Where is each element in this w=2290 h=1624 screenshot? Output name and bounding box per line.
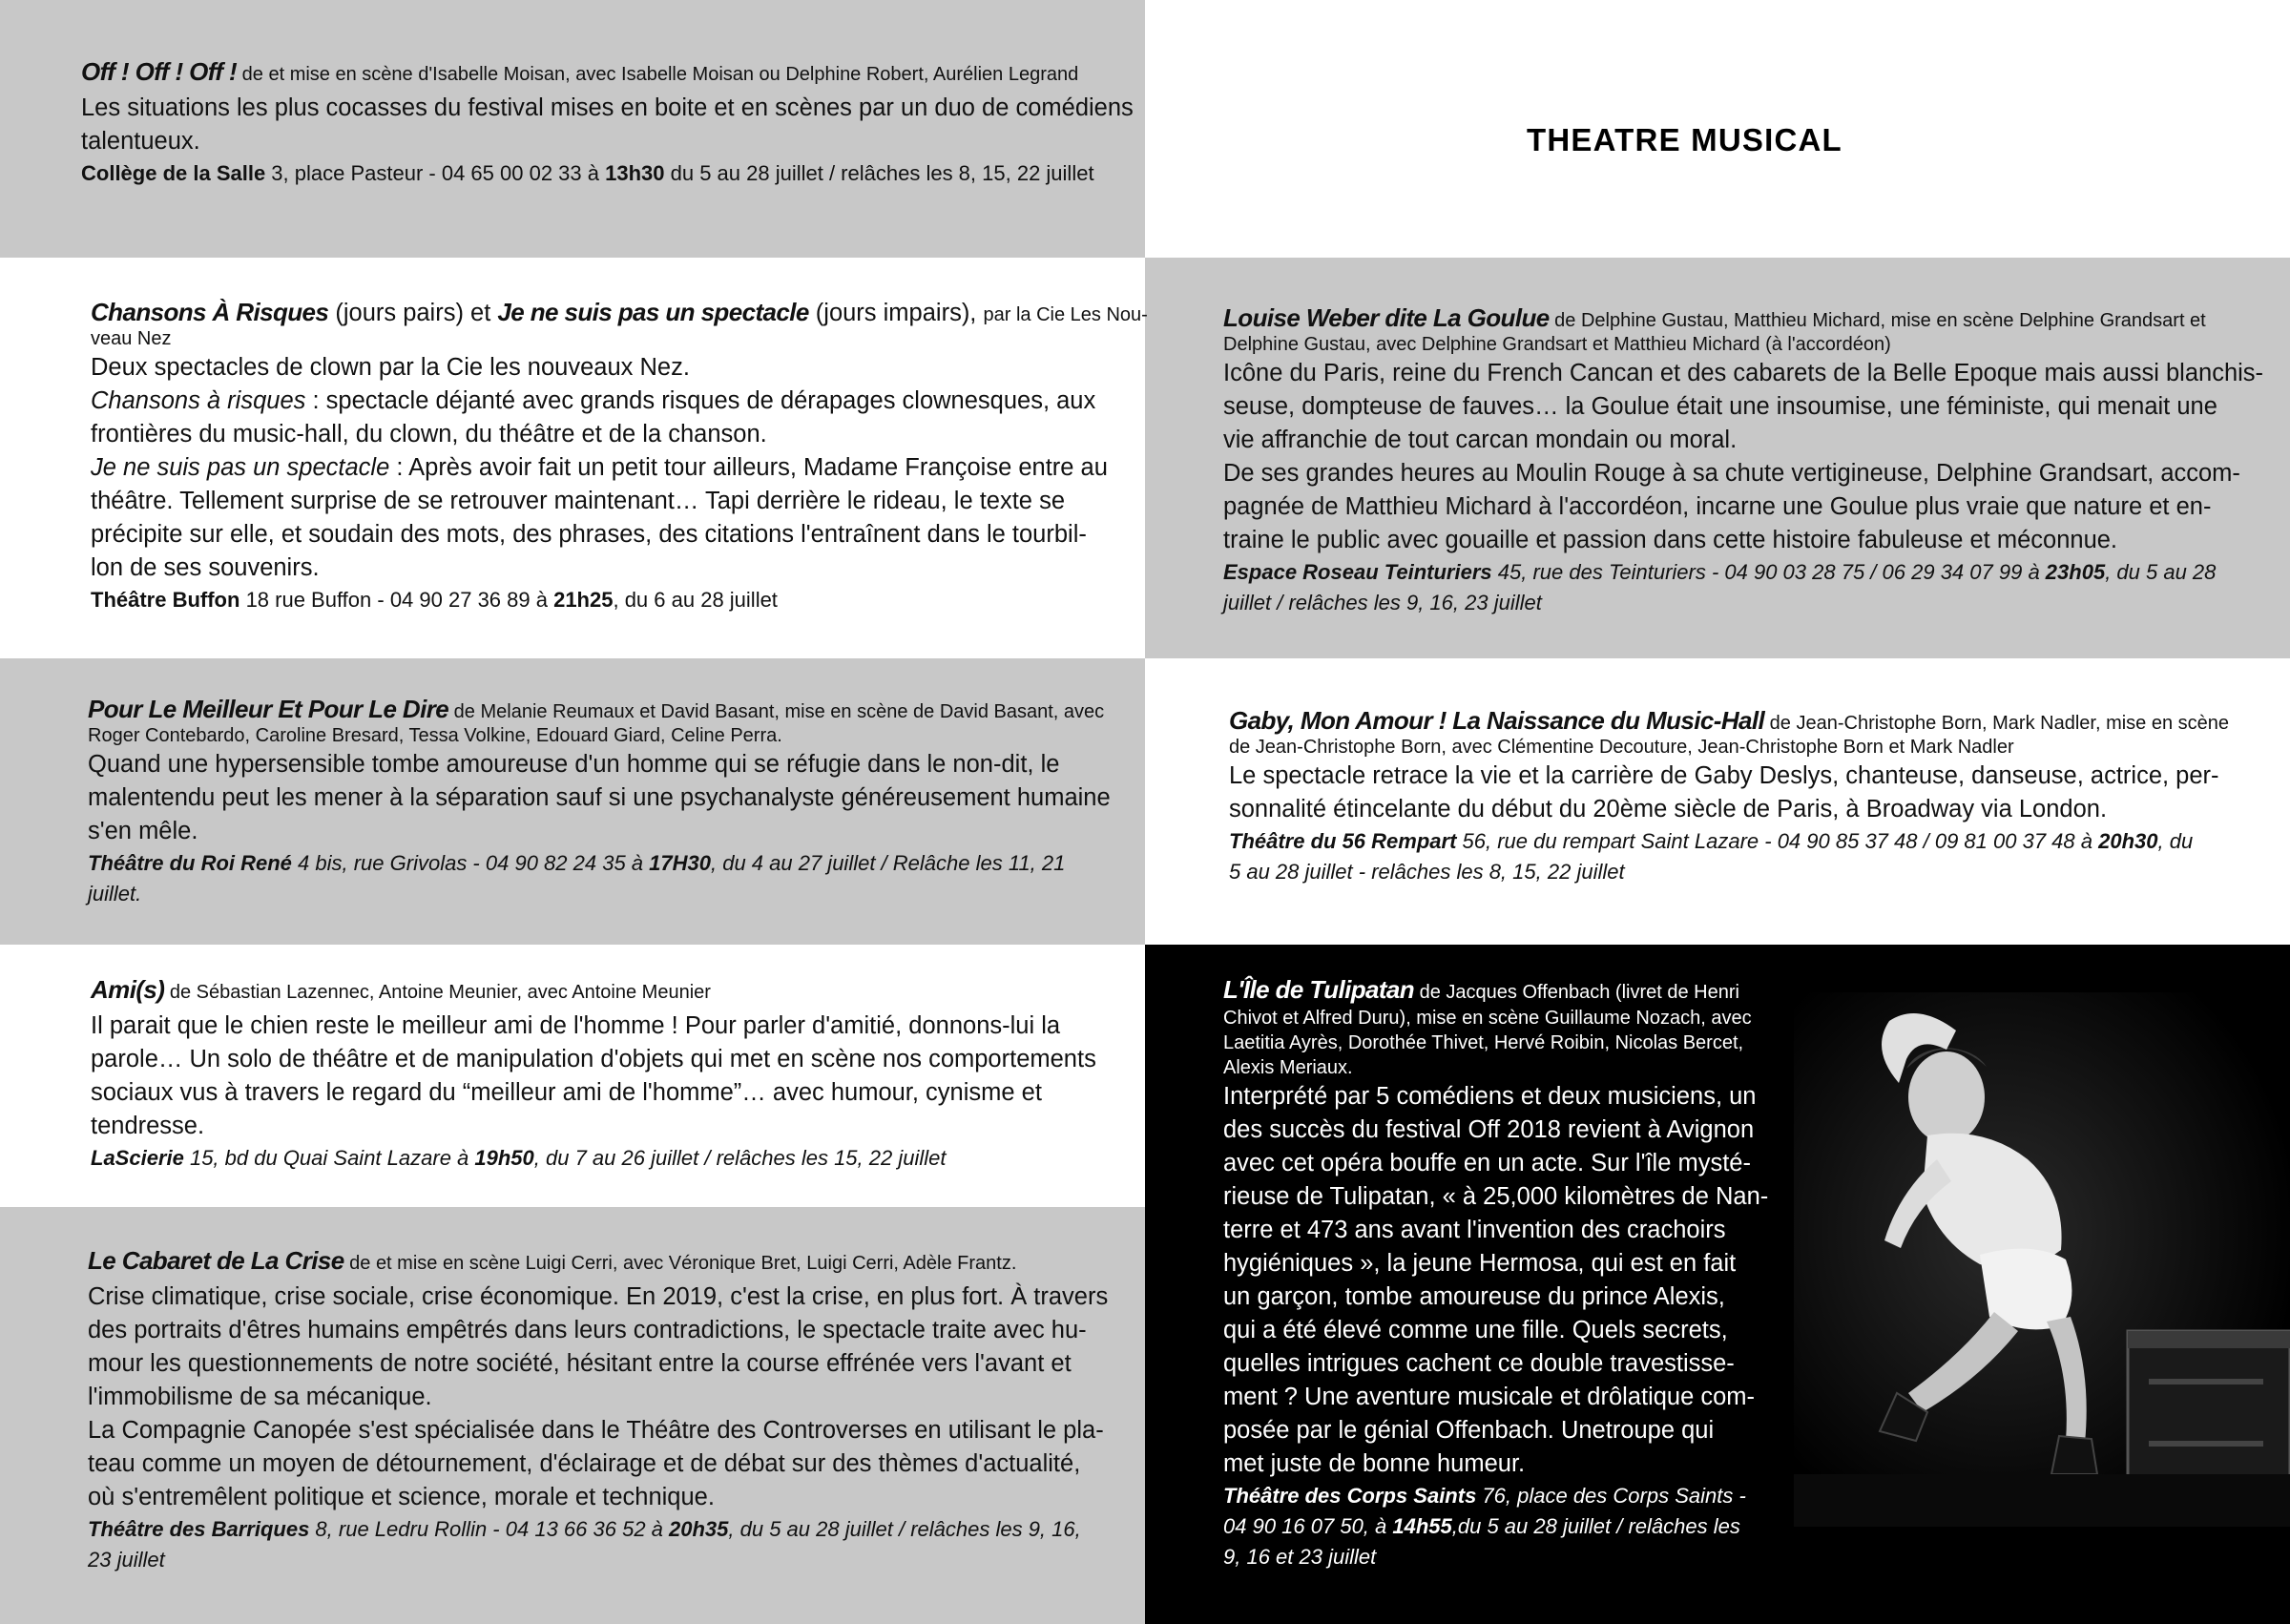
venue-dates: du 5 au 28 juillet / relâches les 8, 15, 22 juillet	[664, 161, 1094, 185]
description-line: précipite sur elle, et soudain des mots, des phrases, des citations l'entraînent dans le tourbil-	[91, 521, 1087, 548]
venue-dates: , du 7 au 26 juillet / relâches les 15, 22 juillet	[533, 1146, 947, 1170]
show-credits-cont: veau Nez	[91, 328, 172, 349]
show-title: Le Cabaret de La Crise	[88, 1246, 344, 1275]
venue-name: Espace Roseau Teinturiers	[1223, 560, 1492, 584]
description-line: Quand une hypersensible tombe amoureuse d'un homme qui se réfugie dans le non-dit, le	[88, 751, 1060, 778]
description-line: talentueux.	[81, 128, 200, 155]
description-line: De ses grandes heures au Moulin Rouge à sa chute vertigineuse, Delphine Grandsart, accom-	[1223, 460, 2240, 487]
description-line: avec cet opéra bouffe en un acte. Sur l'île mysté-	[1223, 1150, 1751, 1176]
entry-cabaret	[88, 1244, 1108, 1575]
venue-time: 20h35	[669, 1517, 729, 1541]
venue-name: Collège de la Salle	[81, 161, 266, 185]
description-line: met juste de bonne humeur.	[1223, 1450, 1526, 1477]
venue-time: 17H30	[649, 851, 711, 875]
show-title: Chansons À Risques	[91, 298, 329, 326]
show-credits-cont: Chivot et Alfred Duru), mise en scène Guillaume Nozach, avec	[1223, 1008, 1752, 1029]
description-line: ment ? Une aventure musicale et drôlatique com-	[1223, 1384, 1756, 1410]
venue-name: Théâtre Buffon	[91, 588, 240, 612]
heading-text: (jours pairs) et	[328, 300, 498, 326]
heading-text: (jours impairs),	[808, 300, 984, 326]
entry-chansons	[91, 296, 1148, 615]
venue-line	[1223, 557, 2263, 588]
venue-name: Théâtre des Barriques	[88, 1517, 310, 1541]
show-credits: de Melanie Reumaux et David Basant, mise en scène de David Basant, avec	[448, 701, 1105, 722]
entry-amis	[91, 973, 1096, 1174]
trunk-prop	[2128, 1331, 2290, 1489]
description-text: : spectacle déjanté avec grands risques de dérapages clownesques, aux	[305, 387, 1096, 414]
venue-name: Théâtre du Roi René	[88, 851, 292, 875]
entry-meilleur	[88, 693, 1111, 909]
description-line: pagnée de Matthieu Michard à l'accordéon, incarne une Goulue plus vraie que nature et en-	[1223, 493, 2212, 520]
description-line: lon de ses souvenirs.	[91, 554, 320, 581]
venue-line-cont: 5 au 28 juillet - relâches les 8, 15, 22 juillet	[1229, 860, 1625, 884]
venue-time: 14h55	[1392, 1514, 1452, 1538]
venue-address: 3, place Pasteur - 04 65 00 02 33 à	[265, 161, 606, 185]
description-line: Il parait que le chien reste le meilleur ami de l'homme ! Pour parler d'amitié, donnons-lui la	[91, 1012, 1061, 1039]
description-line: des portraits d'êtres humains empêtrés dans leurs contradictions, le spectacle traite avec hu-	[88, 1317, 1087, 1343]
venue-address: 15, bd du Quai Saint Lazare à	[183, 1146, 475, 1170]
description-line: mour les questionnements de notre société, hésitant entre la course effrénée vers l'avant et	[88, 1350, 1072, 1377]
entry-heading	[91, 973, 1096, 1010]
entry-tulipatan	[1223, 973, 1768, 1572]
show-credits: de Jacques Offenbach (livret de Henri	[1414, 982, 1739, 1003]
show-credits: de Delphine Gustau, Matthieu Michard, mise en scène Delphine Grandsart et	[1549, 310, 2206, 331]
description-line: hygiéniques », la jeune Hermosa, qui est en fait	[1223, 1250, 1737, 1277]
venue-time: 21h25	[553, 588, 614, 612]
description-line: Interprété par 5 comédiens et deux musiciens, un	[1223, 1083, 1757, 1110]
entry-heading	[88, 1244, 1108, 1280]
performer-photo	[1794, 992, 2290, 1527]
description-line: quelles intrigues cachent ce double travestisse-	[1223, 1350, 1735, 1377]
description-line: tendresse.	[91, 1113, 205, 1139]
description-line	[91, 385, 1148, 418]
venue-time: 13h30	[605, 161, 665, 185]
venue-line	[1223, 1481, 1768, 1511]
venue-dates: , du 5 au 28	[2105, 560, 2217, 584]
show-title: Gaby, Mon Amour ! La Naissance du Music-Hall	[1229, 706, 1765, 735]
show-title: L'Île de Tulipatan	[1223, 975, 1415, 1004]
description-line: sociaux vus à travers le regard du “meilleur ami de l'homme”… avec humour, cynisme et	[91, 1079, 1042, 1106]
venue-line	[91, 585, 1148, 615]
description-line: qui a été élevé comme une fille. Quels secrets,	[1223, 1317, 1728, 1343]
inline-title: Je ne suis pas un spectacle	[91, 454, 390, 481]
show-title: Louise Weber dite La Goulue	[1223, 303, 1550, 332]
description-line: un garçon, tombe amoureuse du prince Alexis,	[1223, 1283, 1725, 1310]
section-title: THEATRE MUSICAL	[1527, 122, 1842, 157]
show-title: Pour Le Meilleur Et Pour Le Dire	[88, 695, 449, 723]
show-credits: de et mise en scène d'Isabelle Moisan, avec Isabelle Moisan ou Delphine Robert, Aurélien Legrand	[237, 64, 1079, 85]
venue-dates: , du	[2157, 829, 2194, 853]
venue-line-cont: juillet.	[88, 882, 142, 906]
venue-address: 76, place des Corps Saints -	[1476, 1484, 1746, 1508]
show-credits: par la Cie Les Nou-	[983, 304, 1148, 325]
venue-time: 23h05	[2045, 560, 2106, 584]
description-line: Deux spectacles de clown par la Cie les nouveaux Nez.	[91, 354, 690, 381]
description-line: où s'entremêlent politique et science, morale et technique.	[88, 1484, 715, 1510]
description-line: traine le public avec gouaille et passion dans cette histoire fabuleuse et méconnue.	[1223, 527, 2118, 553]
entry-off	[81, 55, 1134, 189]
description-line: posée par le génial Offenbach. Unetroupe qui	[1223, 1417, 1715, 1444]
description-line: Le spectacle retrace la vie et la carrière de Gaby Deslys, chanteuse, danseuse, actrice, per-	[1229, 762, 2219, 789]
description-line: vie affranchie de tout carcan mondain ou moral.	[1223, 427, 1738, 453]
show-credits: de Jean-Christophe Born, Mark Nadler, mise en scène	[1764, 713, 2230, 734]
show-credits-cont: de Jean-Christophe Born, avec Clémentine Decouture, Jean-Christophe Born et Mark Nadler	[1229, 737, 2014, 758]
description-line: Les situations les plus cocasses du festival mises en boite et en scènes par un duo de comédiens	[81, 94, 1134, 121]
venue-line-cont	[1223, 1511, 1768, 1542]
venue-dates: , du 4 au 27 juillet / Relâche les 11, 21	[710, 851, 1066, 875]
description-line: frontières du music-hall, du clown, du théâtre et de la chanson.	[91, 421, 767, 448]
venue-line-cont: 23 juillet	[88, 1548, 165, 1572]
venue-line-cont: juillet / relâches les 9, 16, 23 juillet	[1223, 591, 1542, 614]
description-line: teau comme un moyen de détournement, d'éclairage et de débat sur des thèmes d'actualité,	[88, 1450, 1081, 1477]
venue-phone: 04 90 16 07 50, à	[1223, 1514, 1393, 1538]
venue-dates: , du 5 au 28 juillet / relâches les 9, 16,	[728, 1517, 1081, 1541]
entry-heading	[91, 296, 1148, 332]
description-line: des succès du festival Off 2018 revient à Avignon	[1223, 1116, 1755, 1143]
show-title: Ami(s)	[91, 975, 165, 1004]
venue-address: 4 bis, rue Grivolas - 04 90 82 24 35 à	[291, 851, 650, 875]
description-line: Crise climatique, crise sociale, crise économique. En 2019, c'est la crise, en plus fort. À travers	[88, 1283, 1109, 1310]
venue-line	[1229, 826, 2229, 857]
description-line: malentendu peut les mener à la séparation sauf si une psychanalyste généreusement humaine	[88, 784, 1111, 811]
venue-name: Théâtre du 56 Rempart	[1229, 829, 1457, 853]
description-line: théâtre. Tellement surprise de se retrouver maintenant… Tapi derrière le rideau, le texte se	[91, 488, 1066, 514]
show-credits-cont: Laetitia Ayrès, Dorothée Thivet, Hervé Roibin, Nicolas Bercet,	[1223, 1032, 1744, 1053]
description-line: s'en mêle.	[88, 818, 198, 844]
show-credits: de Sébastian Lazennec, Antoine Meunier, avec Antoine Meunier	[164, 982, 711, 1003]
venue-line	[81, 158, 1134, 189]
show-credits-cont: Roger Contebardo, Caroline Bresard, Tessa Volkine, Edouard Giard, Celine Perra.	[88, 725, 782, 746]
description-text: : Après avoir fait un petit tour ailleurs, Madame Françoise entre au	[389, 454, 1108, 481]
venue-time: 20h30	[2098, 829, 2158, 853]
venue-name: Théâtre des Corps Saints	[1223, 1484, 1477, 1508]
show-credits-cont: Delphine Gustau, avec Delphine Grandsart et Matthieu Michard (à l'accordéon)	[1223, 334, 1891, 355]
entry-gaby	[1229, 704, 2229, 887]
venue-dates: , du 6 au 28 juillet	[613, 588, 778, 612]
inline-title: Chansons à risques	[91, 387, 306, 414]
venue-dates: ,du 5 au 28 juillet / relâches les	[1451, 1514, 1740, 1538]
venue-line	[91, 1143, 1096, 1174]
description-line: terre et 473 ans avant l'invention des crachoirs	[1223, 1217, 1726, 1243]
description-line: parole… Un solo de théâtre et de manipulation d'objets qui met en scène nos comportements	[91, 1046, 1096, 1072]
entry-heading	[81, 55, 1134, 92]
venue-line	[88, 848, 1111, 879]
venue-line	[88, 1514, 1108, 1545]
venue-name: LaScierie	[91, 1146, 184, 1170]
venue-line-cont: 9, 16 et 23 juillet	[1223, 1545, 1377, 1569]
venue-address: 8, rue Ledru Rollin - 04 13 66 36 52 à	[309, 1517, 670, 1541]
description-line: sonnalité étincelante du début du 20ème siècle de Paris, à Broadway via London.	[1229, 796, 2108, 822]
venue-time: 19h50	[474, 1146, 534, 1170]
description-line: Icône du Paris, reine du French Cancan et des cabarets de la Belle Epoque mais aussi blanchis-	[1223, 360, 2264, 386]
description-line: seuse, dompteuse de fauves… la Goulue était une insoumise, une féministe, qui menait une	[1223, 393, 2217, 420]
description-line: l'immobilisme de sa mécanique.	[88, 1384, 432, 1410]
entry-goulue	[1223, 302, 2263, 618]
show-title-2: Je ne suis pas un spectacle	[497, 298, 809, 326]
description-line	[91, 451, 1148, 485]
venue-address: 56, rue du rempart Saint Lazare - 04 90 85 37 48 / 09 81 00 37 48 à	[1456, 829, 2099, 853]
description-line: rieuse de Tulipatan, « à 25,000 kilomètres de Nan-	[1223, 1183, 1769, 1210]
show-credits: de et mise en scène Luigi Cerri, avec Véronique Bret, Luigi Cerri, Adèle Frantz.	[344, 1253, 1017, 1274]
venue-address: 18 rue Buffon - 04 90 27 36 89 à	[239, 588, 554, 612]
description-line: La Compagnie Canopée s'est spécialisée dans le Théâtre des Controverses en utilisant le pla-	[88, 1417, 1104, 1444]
venue-address: 45, rue des Teinturiers - 04 90 03 28 75 / 06 29 34 07 99 à	[1491, 560, 2046, 584]
show-credits-cont: Alexis Meriaux.	[1223, 1057, 1353, 1078]
entry-heading	[1223, 973, 1768, 1010]
show-title: Off ! Off ! Off !	[81, 57, 238, 86]
